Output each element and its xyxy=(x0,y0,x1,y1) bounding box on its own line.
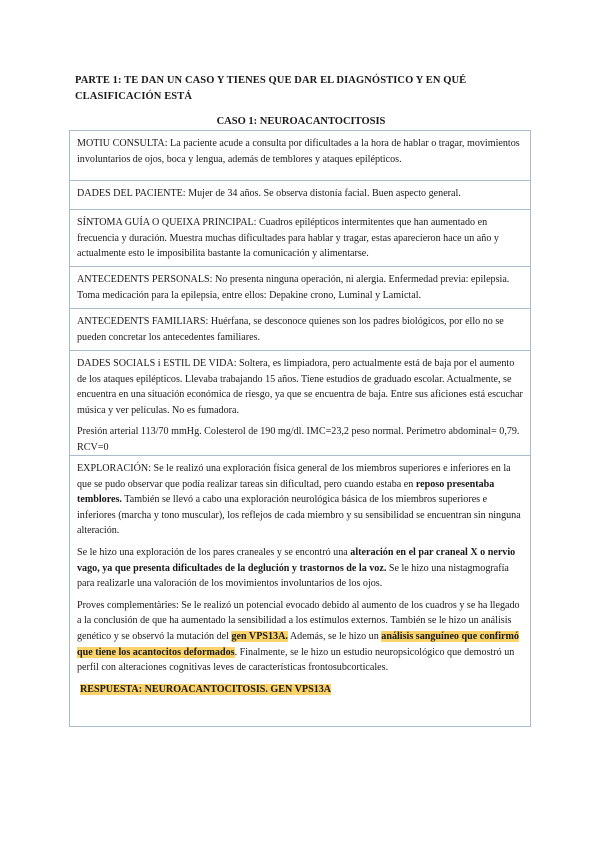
gen-highlight: gen VPS13A. xyxy=(231,630,288,642)
temblores-emphasis: reposo presentaba temblores. xyxy=(77,478,495,506)
case-title: CASO 1: NEUROACANTOCITOSIS xyxy=(216,116,386,127)
page-heading: PARTE 1: TE DAN UN CASO Y TIENES QUE DAR EL DIAGNÓSTICO Y EN QUÉ CLASIFICACIÓN ESTÁ xyxy=(75,75,467,102)
motiu-consulta-cell xyxy=(70,131,530,181)
exploracion-paragraph-3 xyxy=(77,598,523,676)
case-table xyxy=(69,130,531,727)
exploracion-text-cont: También se llevó a cabo una exploración neurológica básica de los miembros superiores e inferiores (marcha y tono muscular), los reflejos de cada miembro y su sensibilidad se encuentran sin ninguna alteración. xyxy=(77,494,521,537)
sintoma-guia-text: SÍNTOMA GUÍA O QUEIXA PRINCIPAL: Cuadros epilépticos intermitentes que han aumentado en frecuencia y duración. Muestra muchas dificultades para hablar y tragar, estas aparecieron hace un año y actualmente esto le imposibilita bastante la comunicación y alimentarse. xyxy=(77,217,499,260)
antecedents-personals-text: ANTECEDENTS PERSONALS: No presenta ninguna operación, ni alergia. Enfermedad previa: epilepsia. Toma medicación para la epilepsia, entre ellos: Depakine crono, Luminal y Lamictal. xyxy=(77,274,510,301)
answer-line xyxy=(77,682,523,698)
exploracion-text: EXPLORACIÓN: Se le realizó una exploración física general de los miembros superiores e inferiores en la que se pudo observar que podía realizar tareas sin dificultad, pero cuando estaba en xyxy=(77,463,511,490)
antecedents-familiars-cell xyxy=(70,309,530,351)
antecedents-personals-cell xyxy=(70,267,530,309)
proves-text-end: . Finalmente, se le hizo un estudio neuropsicológico que demostró un perfil con alteraciones cognitivas leves de características frontosubcorticales. xyxy=(77,646,515,674)
motiu-consulta-text: MOTIU CONSULTA: La paciente acude a consulta por dificultades a la hora de hablar o tragar, movimientos involuntarios de ojos, boca y lengua, además de temblores y ataques epilépticos. xyxy=(77,138,520,165)
pares-craneales-text: Se le hizo una exploración de los pares craneales y se encontró una xyxy=(77,546,351,558)
exploracion-cell xyxy=(70,456,530,726)
analisis-highlight: análisis sanguíneo que confirmó que tiene los acantocitos deformados xyxy=(77,630,519,658)
dades-socials-cell xyxy=(70,351,530,456)
proves-text-cont: Además, se le hizo un xyxy=(287,630,382,642)
answer-highlight: RESPUESTA: NEUROACANTOCITOSIS. GEN VPS13A xyxy=(80,683,332,695)
antecedents-familiars-text: ANTECEDENTS FAMILIARS: Huérfana, se desconoce quienes son los padres biológicos, por ello no se pueden concretar los antecedentes familiares. xyxy=(77,316,504,343)
exploracion-paragraph-2 xyxy=(77,545,523,592)
exploracion-paragraph-1 xyxy=(77,461,523,539)
nistagmografia-text: Se le hizo una nistagmografía para realizarle una valoración de los movimientos involuntarios de los ojos. xyxy=(77,562,509,590)
sintoma-guia-cell xyxy=(70,210,530,267)
nervio-vago-emphasis: alteración en el par craneal X o nervio vago, ya que presenta dificultades de la deglución y trastornos de la voz. xyxy=(77,546,516,574)
dades-socials-text: DADES SOCIALS i ESTIL DE VIDA: Soltera, es limpiadora, pero actualmente está de baja por el aumento de los ataques epilépticos. Llevaba trabajando 15 años. Tiene estudios de graduado escolar. Actualmente, se encuentra en una situación económica de riesgo, ya que se encuentra de baja. Entre sus aficiones está escuchar música y ver películas. No es fumadora. xyxy=(77,358,523,416)
dades-pacient-text: DADES DEL PACIENTE: Mujer de 34 años. Se observa distonía facial. Buen aspecto general. xyxy=(77,188,461,199)
dades-pacient-cell xyxy=(70,181,530,210)
proves-text: Proves complementàries: Se le realizó un potencial evocado debido al aumento de los cuadros y se ha llegado a la conclusión de que ha aumentado la sensibilidad a los estímulos externos. También se le hizo un análisis genético y se observó la mutación del xyxy=(77,599,520,642)
constantes-text: Presión arterial 113/70 mmHg. Colesterol de 190 mg/dl. IMC=23,2 peso normal. Perímetro abdominal= 0,79. RCV=0 xyxy=(77,426,520,453)
